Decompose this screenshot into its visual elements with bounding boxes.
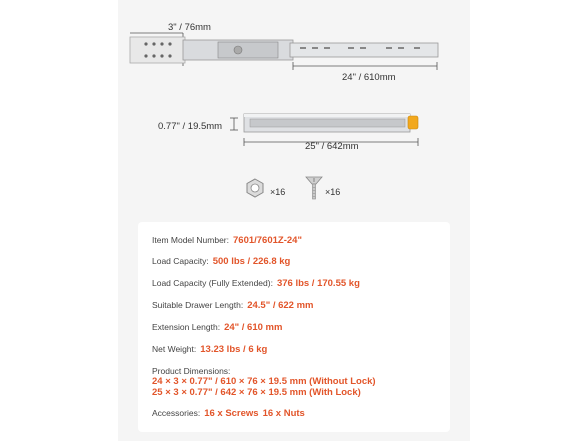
slide-side-view xyxy=(0,100,588,160)
nut-quantity: ×16 xyxy=(270,187,286,197)
spec-card xyxy=(138,222,450,432)
spec-accessories: Accessories: 16 x Screws 16 x Nuts xyxy=(152,408,305,419)
spec-drawer-length: Suitable Drawer Length: 24.5" / 622 mm xyxy=(152,300,314,311)
spec-load-extended: Load Capacity (Fully Extended): 376 lbs / 170.55 kg xyxy=(152,278,360,289)
spec-net-weight: Net Weight: 13.23 lbs / 6 kg xyxy=(152,344,268,355)
spec-extension-length: Extension Length: 24" / 610 mm xyxy=(152,322,283,333)
hex-nut-icon xyxy=(244,177,266,199)
bracket-width-label: 3" / 76mm xyxy=(168,22,211,33)
slide-top-view xyxy=(0,0,588,110)
spec-dimensions: Product Dimensions: 24 × 3 × 0.77" / 610 × 76 × 19.5 mm (Without Lock) 25 × 3 × 0.77" / 642 × 76 × 19.5 mm (With Lock) xyxy=(152,366,376,398)
extension-length-label: 24" / 610mm xyxy=(342,72,396,83)
screw-icon xyxy=(304,174,324,202)
screw-quantity: ×16 xyxy=(325,187,341,197)
spec-model: Item Model Number: 7601/7601Z-24" xyxy=(152,235,302,246)
thickness-label: 0.77" / 19.5mm xyxy=(158,121,223,132)
spec-load: Load Capacity: 500 lbs / 226.8 kg xyxy=(152,256,291,267)
slide-length-label: 25" / 642mm xyxy=(305,141,359,152)
